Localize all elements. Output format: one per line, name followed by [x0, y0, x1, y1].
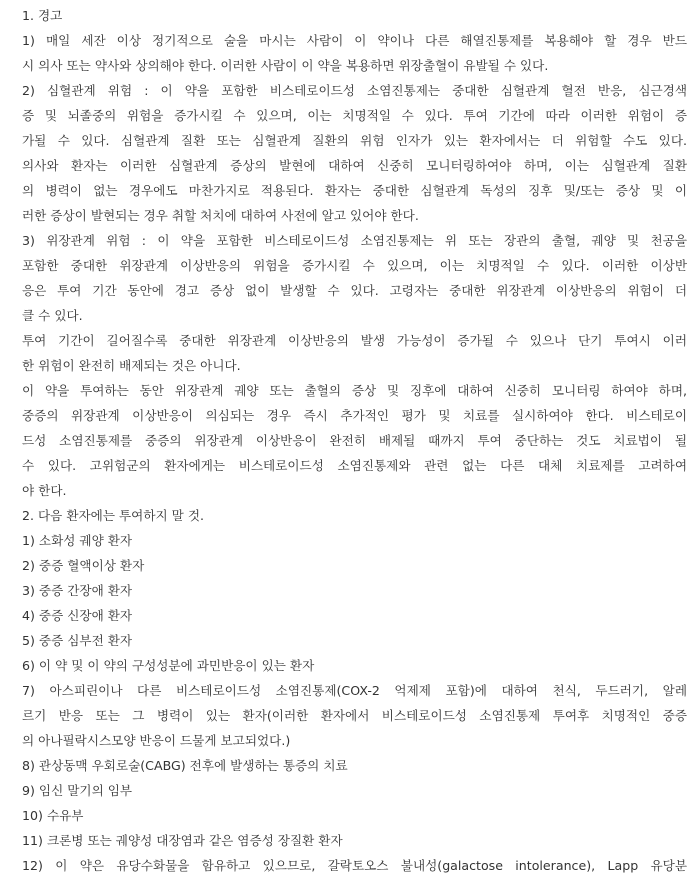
list-item: 12) 이 약은 유당수화물을 함유하고 있으므로, 갈락토오스 불내성(galactose intolerance), Lapp 유당분: [22, 858, 687, 873]
list-item: 1) 소화성 궤양 환자: [22, 533, 133, 548]
text-line: 응은 투여 기간 동안에 경고 증상 없이 발생할 수 있다. 고령자는 중대한 위장관계 이상반응의 위험이 더: [22, 283, 687, 298]
text-line: 3) 위장관계 위험 : 이 약을 포함한 비스테로이드성 소염진통제는 위 또는 장관의 출혈, 궤양 및 천공을: [22, 233, 687, 248]
list-item: 8) 관상동맥 우회로술(CABG) 전후에 발생하는 통증의 치료: [22, 758, 348, 773]
list-item: 11) 크론병 또는 궤양성 대장염과 같은 염증성 장질환 환자: [22, 833, 343, 848]
text-line: 야 한다.: [22, 483, 67, 498]
list-item: 6) 이 약 및 이 약의 구성성분에 과민반응이 있는 환자: [22, 658, 315, 673]
text-line: 한 위험이 완전히 배제되는 것은 아니다.: [22, 358, 241, 373]
text-line: 수 있다. 고위험군의 환자에게는 비스테로이드성 소염진통제와 관련 없는 다른 대체 치료제를 고려하여: [22, 458, 687, 473]
text-line: 의 병력이 없는 경우에도 마찬가지로 적용된다. 환자는 중대한 심혈관계 독성의 징후 및/또는 증상 및 이: [22, 183, 687, 198]
list-item: 3) 중증 간장애 환자: [22, 583, 133, 598]
text-line: 의 아나필락시스모양 반응이 드물게 보고되었다.): [22, 733, 291, 748]
text-line: 2) 심혈관계 위험 : 이 약을 포함한 비스테로이드성 소염진통제는 중대한 심혈관계 혈전 반응, 심근경색: [22, 83, 687, 98]
section-heading-warning: 1. 경고: [22, 8, 63, 23]
list-item: 7) 아스피린이나 다른 비스테로이드성 소염진통제(COX-2 억제제 포함)에 대하여 천식, 두드러기, 알레: [22, 683, 687, 698]
text-line: 의사와 환자는 이러한 심혈관계 증상의 발현에 대하여 신중히 모니터링하여야 하며, 이는 심혈관계 질환: [22, 158, 687, 173]
text-line: 1) 매일 세잔 이상 정기적으로 술을 마시는 사람이 이 약이나 다른 해열진통제를 복용해야 할 경우 반드: [22, 33, 687, 48]
list-item: 5) 중증 심부전 환자: [22, 633, 133, 648]
text-line: 이 약을 투여하는 동안 위장관계 궤양 또는 출혈의 증상 및 징후에 대하여 신중히 모니터링 하여야 하며,: [22, 383, 687, 398]
list-item: 9) 임신 말기의 임부: [22, 783, 133, 798]
list-item: 2) 중증 혈액이상 환자: [22, 558, 145, 573]
list-item: 10) 수유부: [22, 808, 84, 823]
text-line: 가될 수 있다. 심혈관계 질환 또는 심혈관계 질환의 위험 인자가 있는 환자에서는 더 위험할 수도 있다.: [22, 133, 687, 148]
text-line: 르기 반응 또는 그 병력이 있는 환자(이러한 환자에서 비스테로이드성 소염진통제 투여후 치명적인 중증: [22, 708, 687, 723]
text-line: 드성 소염진통제를 중증의 위장관계 이상반응이 완전히 배제될 때까지 투여 중단하는 것도 치료법이 될: [22, 433, 687, 448]
text-line: 투여 기간이 길어질수록 중대한 위장관계 이상반응의 발생 가능성이 증가될 수 있으나 단기 투여시 이러: [22, 333, 687, 348]
list-item: 4) 중증 신장애 환자: [22, 608, 133, 623]
text-line: 시 의사 또는 약사와 상의해야 한다. 이러한 사람이 이 약을 복용하면 위장출혈이 유발될 수 있다.: [22, 58, 549, 73]
section-heading-contraindications: 2. 다음 환자에는 투여하지 말 것.: [22, 508, 205, 523]
text-line: 중증의 위장관계 이상반응이 의심되는 경우 즉시 추가적인 평가 및 치료를 실시하여야 한다. 비스테로이: [22, 408, 687, 423]
text-line: 포함한 중대한 위장관계 이상반응의 위험을 증가시킬 수 있으며, 이는 치명적일 수 있다. 이러한 이상반: [22, 258, 687, 273]
text-line: 증 및 뇌졸중의 위험을 증가시킬 수 있으며, 이는 치명적일 수 있다. 투여 기간에 따라 이러한 위험이 증: [22, 108, 687, 123]
text-line: 러한 증상이 발현되는 경우 취할 처치에 대하여 사전에 알고 있어야 한다.: [22, 208, 419, 223]
text-line: 클 수 있다.: [22, 308, 83, 323]
